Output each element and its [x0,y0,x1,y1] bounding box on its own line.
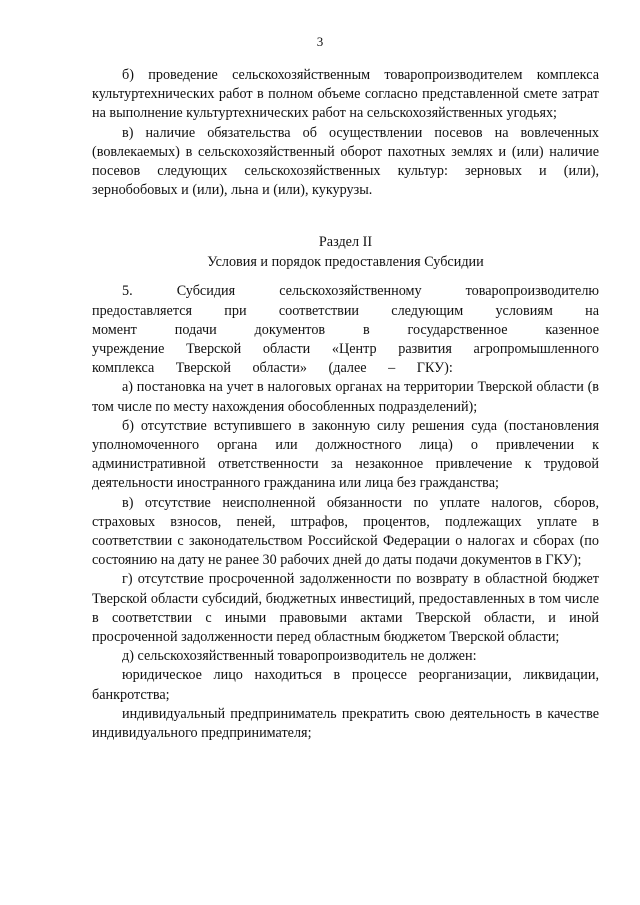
paragraph-b-cultural-works: б) проведение сельскохозяйственным товаропроизводителем комплекса культуртехнических работ в полном объеме согласно представленной смете затрат на выполнение культуртехнических работ на сельскохозяйственных угодьях; [92,67,599,122]
section-heading [92,233,599,272]
paragraph-a-tax-registration: а) постановка на учет в налоговых органах на территории Тверской области (в том числе по месту нахождения обособленных подразделений); [92,379,599,415]
paragraph-legal-entity: юридическое лицо находиться в процессе реорганизации, ликвидации, банкротства; [92,667,599,703]
paragraph-g-no-overdue-debt: г) отсутствие просроченной задолженности по возврату в областной бюджет Тверской области субсидий, бюджетных инвестиций, предоставленных в том числе в соответствии с иными правовыми актами Тверской области, и иной просроченной задолженности перед областным бюджетом Тверской области; [92,571,599,646]
document-body [92,66,599,743]
page-number: 3 [316,34,324,49]
section-title: Раздел II [318,234,373,251]
paragraph-individual-entrepreneur: индивидуальный предприниматель прекратить свою деятельность в качестве индивидуального предпринимателя; [92,705,599,742]
paragraph-b-no-court-decision: б) отсутствие вступившего в законную силу решения суда (постановления уполномоченного органа или должностного лица) о привлечении к административной ответственности за незаконное привлечение к трудовой деятельности иностранного гражданина или лица без гражданства; [92,417,599,492]
paragraph-v-no-tax-debt: в) отсутствие неисполненной обязанности по уплате налогов, сборов, страховых взносов, пеней, штрафов, процентов, подлежащих уплате в соответствии с законодательством Российской Федерации о налогах и сборах (по состоянию на дату не ранее 30 рабочих дней до даты подачи документов в ГКУ); [92,494,599,569]
section-subtitle: Условия и порядок предоставления Субсидии [207,253,484,270]
paragraph-d-producer-must-not: д) сельскохозяйственный товаропроизводитель не должен: [122,648,477,665]
paragraph-5-conditions: 5. Субсидия сельскохозяйственному товаропроизводителю предоставляется при соответствии следующим условиям на момент подачи документов в государственное казенное учреждение Тверской области «Центр развития агропромышленного комплекса Тверской области» (далее – ГКУ): [92,283,599,377]
paragraph-v-sowing-obligation: в) наличие обязательства об осуществлении посевов на вовлеченных (вовлекаемых) в сельскохозяйственный оборот пахотных землях и (или) наличие посевов следующих сельскохозяйственных культур: зерновых и (или), зернобобовых и (или), льна и (или), кукурузы. [92,124,599,199]
